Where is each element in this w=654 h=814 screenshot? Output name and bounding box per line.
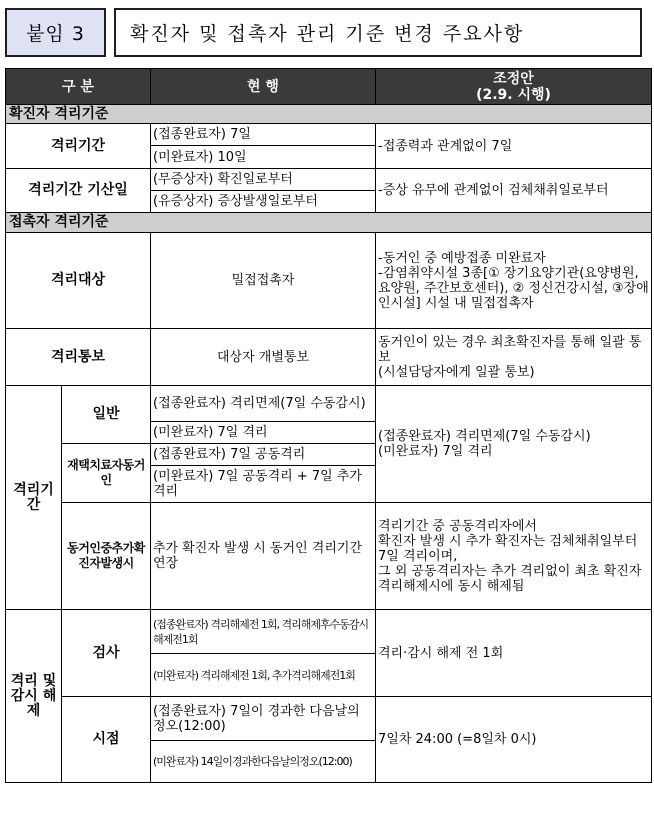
proposed-line: 확진자 발생 시 추가 확진자는 검체채취일부터 7일 격리이며, [378,533,638,564]
cell-proposed: -증상 유무에 관계없이 검체채취일로부터 [376,169,652,213]
table-header-row [6,69,652,105]
cell-current: (미완료자) 7일 공동격리 + 7일 추가격리 [151,466,376,503]
proposed-line: 그 외 공동격리자는 추가 격리없이 최초 확진자 격리해제시에 동시 해제됨 [378,563,642,594]
section-row-confirmed [6,105,652,124]
cell-current: (접종완료자) 7일 공동격리 [151,444,376,466]
cell-current: 추가 확진자 발생 시 동거인 격리기간 연장 [151,503,376,610]
cell-current: (무증상자) 확진일로부터 [151,169,376,191]
cell-current: 밀접접촉자 [151,233,376,329]
cell-current: (미완료자) 격리해제전 1회, 추가격리해제전1회 [151,654,376,697]
cell-proposed: -접종력과 관계없이 7일 [376,124,652,169]
row-group-label-release: 격리 및 감시 해제 [6,610,62,783]
table-row [6,233,652,329]
proposed-line: -동거인 중 예방접종 미완료자 [378,250,546,266]
table-row [6,610,652,654]
header-proposed-line2: (2.9. 시행) [476,86,551,103]
cell-current: (유증상자) 증상발생일로부터 [151,191,376,213]
proposed-line: (접종완료자) 격리면제(7일 수동감시) [378,429,591,444]
row-label-additional-case: 동거인중추가확진자발생시 [62,503,151,610]
table-row [6,503,652,610]
cell-proposed [376,233,652,329]
header-proposed [376,69,652,105]
proposed-line: (시설담당자에게 일괄 통보) [378,364,535,380]
cell-proposed [376,503,652,610]
cell-current: (미완료자) 10일 [151,146,376,169]
criteria-table [5,68,652,783]
proposed-line: 격리기간 중 공동격리자에서 [378,518,537,534]
table-row [6,386,652,422]
section-row-contacts [6,213,652,233]
cell-current: 대상자 개별통보 [151,329,376,386]
cell-current: (미완료자) 14일이경과한다음날의정오(12:00) [151,741,376,783]
row-label-general: 일반 [62,386,151,444]
cell-current: (접종완료자) 격리면제(7일 수동감시) [151,386,376,422]
proposed-line: (미완료자) 7일 격리 [378,444,493,459]
row-label-notice: 격리통보 [6,329,151,386]
cell-proposed [376,329,652,386]
proposed-line: -감염취약시설 3종[① 장기요양기관(요양병원, 요양원, 주간보호센터), ② 정신건강시설, ③장애인시설] 시설 내 밀접접촉자 [378,265,649,311]
cell-current: (접종완료자) 7일이 경과한 다음날의 정오(12:00) [151,697,376,741]
cell-current: (접종완료자) 격리해제전 1회, 격리해제후수동감시해제전1회 [151,610,376,654]
table-row [6,169,652,191]
header-current: 현 행 [151,69,376,105]
row-group-label-period: 격리기간 [6,386,62,610]
cell-proposed: 7일차 24:00 (=8일차 0시) [376,697,652,783]
header-category: 구 분 [6,69,151,105]
cell-proposed: 격리·감시 해제 전 1회 [376,610,652,697]
row-label-isolation-period: 격리기간 [6,124,151,169]
row-label-period-start: 격리기간 기산일 [6,169,151,213]
page-title: 확진자 및 접촉자 관리 기준 변경 주요사항 [114,8,642,57]
table-row [6,329,652,386]
table-row [6,124,652,146]
header-proposed-line1: 조정안 [493,70,534,87]
section-confirmed-label: 확진자 격리기준 [6,105,652,124]
cell-current: (접종완료자) 7일 [151,124,376,146]
table-row [6,697,652,741]
attachment-tag: 붙임 3 [5,8,106,57]
cell-current: (미완료자) 7일 격리 [151,422,376,444]
cell-proposed [376,386,652,503]
proposed-line: 동거인이 있는 경우 최초확진자를 통해 일괄 통보 [378,334,642,365]
row-label-home-treatment: 재택치료자동거인 [62,444,151,503]
row-label-timing: 시점 [62,697,151,783]
row-label-target: 격리대상 [6,233,151,329]
row-label-test: 검사 [62,610,151,697]
section-contacts-label: 접촉자 격리기준 [6,213,652,233]
